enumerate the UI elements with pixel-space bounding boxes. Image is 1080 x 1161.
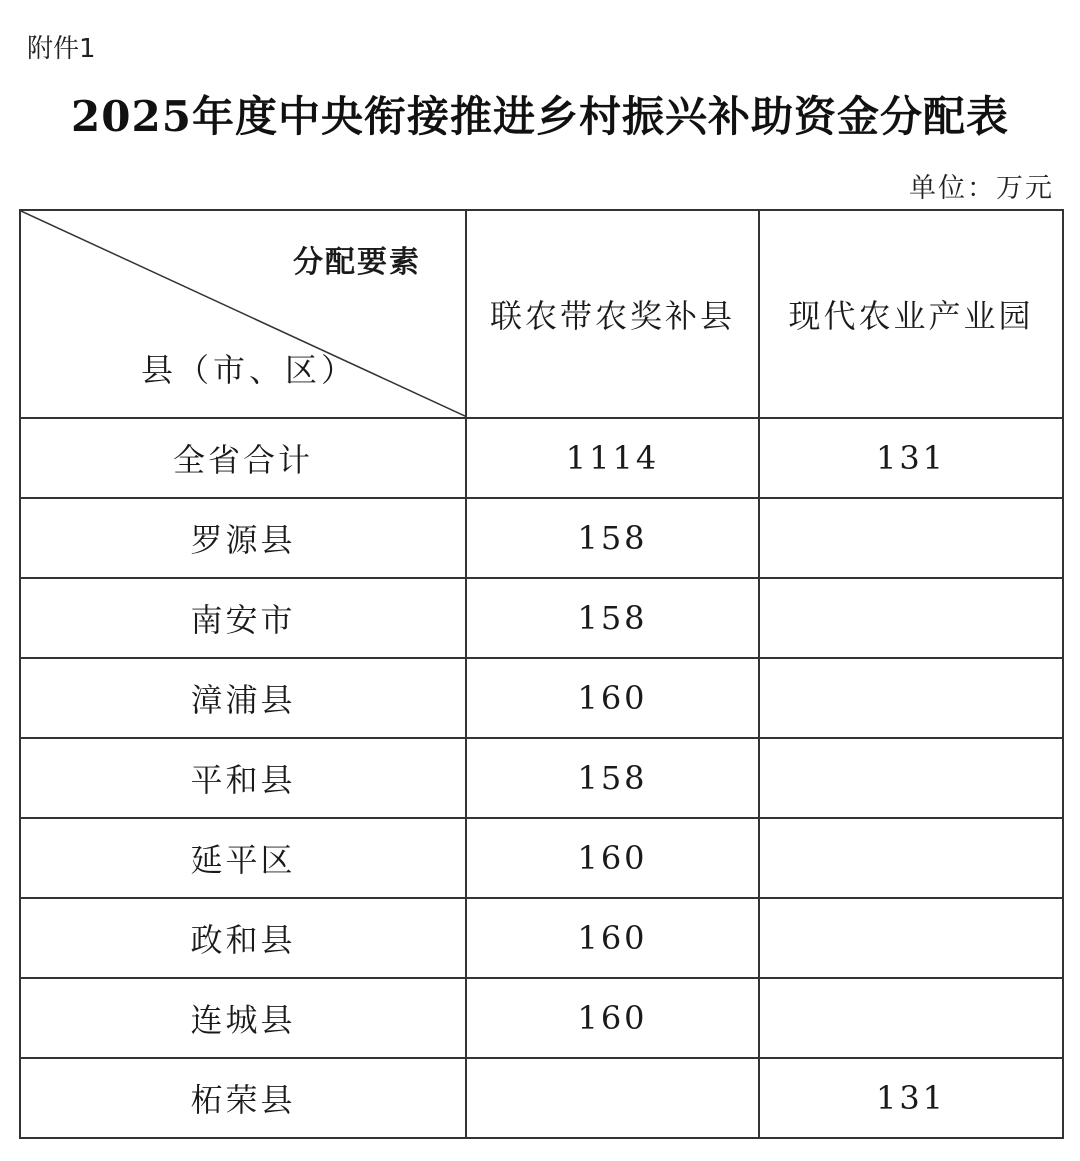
row-xiandai-value [759,498,1063,578]
row-lianong-value: 160 [466,818,759,898]
row-xiandai-value [759,898,1063,978]
header-corner-cell [20,210,466,418]
table-row [20,498,1063,578]
header-county: 县（市、区） [141,351,358,389]
row-name: 延平区 [20,818,466,898]
row-lianong-value: 158 [466,578,759,658]
row-name: 罗源县 [20,498,466,578]
row-lianong-value: 158 [466,498,759,578]
row-lianong-value: 160 [466,898,759,978]
header-allocation-factor: 分配要素 [293,245,421,280]
row-xiandai-value [759,658,1063,738]
table-row [20,738,1063,818]
row-name: 南安市 [20,578,466,658]
row-lianong-value: 158 [466,738,759,818]
table-row [20,658,1063,738]
row-lianong-value: 1114 [466,418,759,498]
row-lianong-value [466,1058,759,1138]
table-row [20,978,1063,1058]
attachment-label: 附件1 [27,34,96,64]
row-xiandai-value [759,978,1063,1058]
allocation-table [19,209,1064,1139]
row-xiandai-value [759,578,1063,658]
header-lianong-column: 联农带农奖补县 [466,210,759,418]
row-lianong-value: 160 [466,978,759,1058]
table-row [20,1058,1063,1138]
row-name: 政和县 [20,898,466,978]
table-header-row [20,210,1063,418]
row-name: 漳浦县 [20,658,466,738]
document-title: 2025年度中央衔接推进乡村振兴补助资金分配表 [71,92,1009,141]
row-name: 柘荣县 [20,1058,466,1138]
row-xiandai-value [759,818,1063,898]
row-lianong-value: 160 [466,658,759,738]
row-xiandai-value: 131 [759,418,1063,498]
table-row [20,418,1063,498]
table-row [20,898,1063,978]
row-name: 全省合计 [20,418,466,498]
row-name: 连城县 [20,978,466,1058]
header-xiandai-column: 现代农业产业园 [759,210,1063,418]
row-name: 平和县 [20,738,466,818]
table-row [20,818,1063,898]
table-row [20,578,1063,658]
unit-label: 单位：万元 [909,173,1054,204]
row-xiandai-value: 131 [759,1058,1063,1138]
row-xiandai-value [759,738,1063,818]
